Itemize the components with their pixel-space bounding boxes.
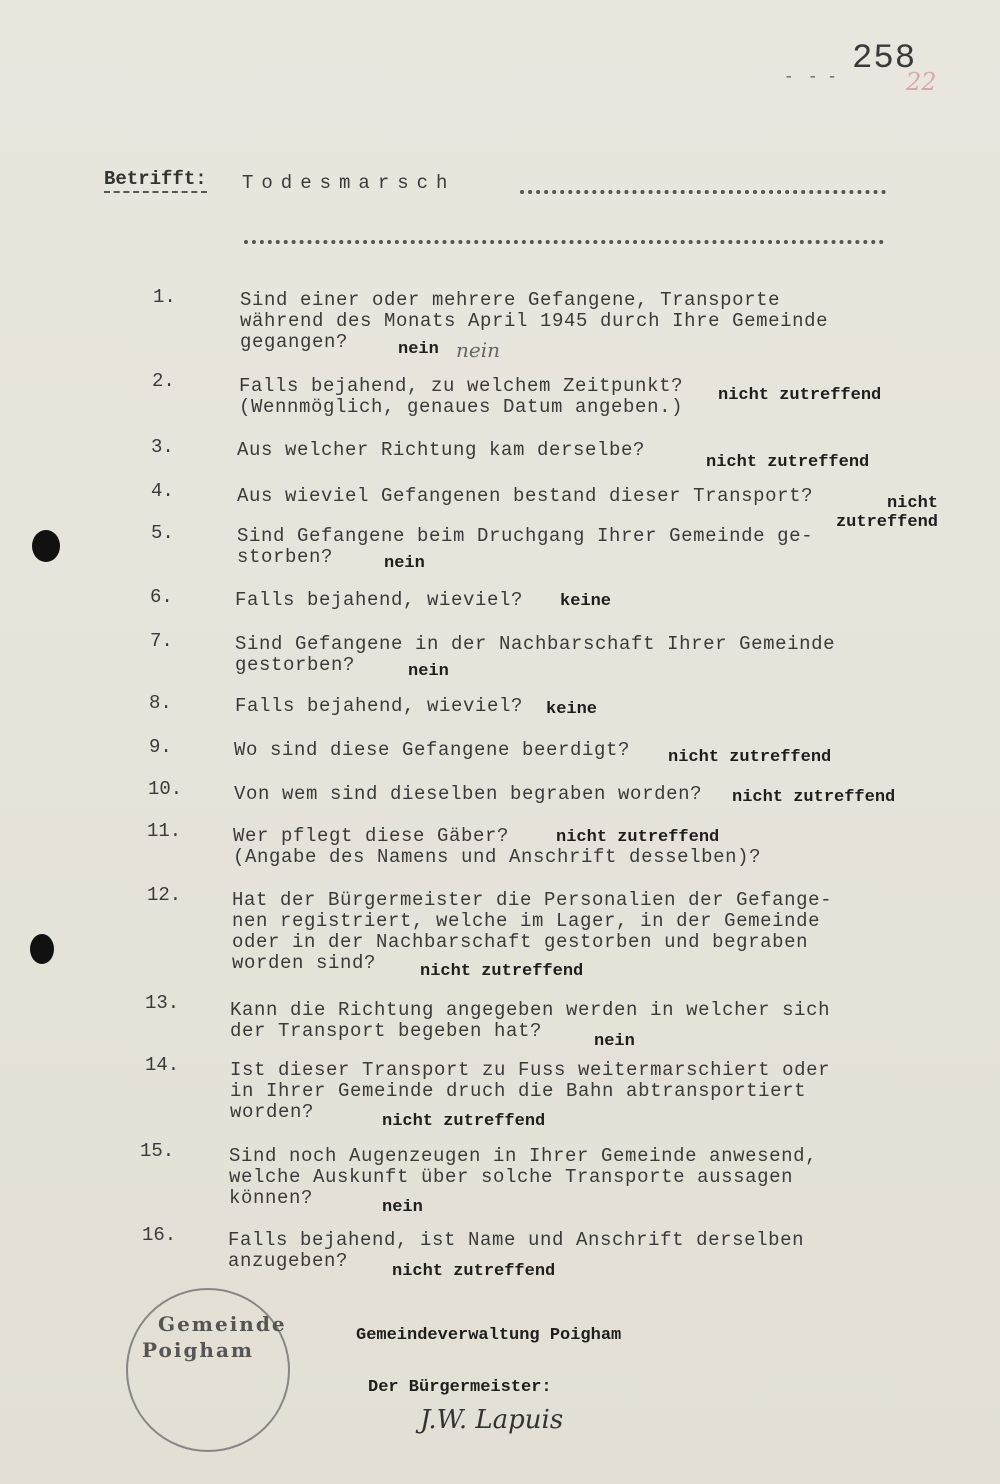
question-text: Aus wieviel Gefangenen bestand dieser Transport? [237, 485, 814, 507]
answer-text: keine [560, 592, 612, 611]
office-name: Gemeindeverwaltung Poigham [356, 1326, 622, 1345]
answer-text: nicht zutreffend [392, 1262, 556, 1281]
subject-label: Betrifft: [104, 168, 207, 193]
question-text: Von wem sind dieselben begraben worden? [234, 783, 703, 805]
question-number: 8. [149, 692, 172, 714]
answer-text: nein [408, 662, 449, 681]
answer-text: nicht zutreffend [420, 962, 584, 981]
question-number: 7. [150, 630, 173, 652]
answer-text: nein [398, 340, 439, 359]
question-number: 16. [142, 1224, 177, 1246]
dotted-line [520, 190, 886, 194]
question-number: 13. [145, 992, 180, 1014]
question-text: Wer pflegt diese Gäber? (Angabe des Namens und Anschrift desselben)? [233, 825, 762, 868]
question-text: Kann die Richtung angegeben werden in welcher sich der Transport begeben hat? [230, 999, 831, 1042]
question-text: Hat der Bürgermeister die Personalien der Gefange- nen registriert, welche im Lager, in der Gemeinde oder in der Nachbarschaft gestorben und begraben worden sind? [232, 889, 833, 974]
question-text: Ist dieser Transport zu Fuss weitermarschiert oder in Ihrer Gemeinde druch die Bahn abtransportiert worden? [230, 1059, 831, 1123]
question-text: Sind einer oder mehrere Gefangene, Transporte während des Monats April 1945 durch Ihre Gemeinde gegangen? [240, 289, 829, 353]
page-number-handwritten: 22 [906, 68, 937, 96]
stamp-text-line1: Gemeinde [158, 1312, 287, 1336]
margin-dash: - - [808, 68, 837, 86]
handwritten-answer: nein [456, 338, 500, 362]
question-number: 1. [153, 286, 176, 308]
answer-text: keine [546, 700, 598, 719]
answer-text: nein [382, 1198, 423, 1217]
dotted-line [244, 240, 884, 244]
margin-dash: - [784, 68, 794, 86]
stamp-text-line2: Poigham [142, 1338, 255, 1362]
answer-text: nein [384, 554, 425, 573]
answer-text: nicht zutreffend [732, 788, 896, 807]
question-number: 5. [151, 522, 174, 544]
question-text: Falls bejahend, zu welchem Zeitpunkt? (Wennmöglich, genaues Datum angeben.) [239, 375, 684, 418]
answer-text: nicht zutreffend [718, 386, 882, 405]
answer-text: nicht zutreffend [835, 494, 938, 532]
question-number: 9. [149, 736, 172, 758]
mayor-signature: J.W. Lapuis [420, 1405, 564, 1435]
subject-text: Todesmarsch [242, 172, 456, 194]
question-number: 4. [151, 480, 174, 502]
punch-hole [30, 934, 54, 964]
question-text: Falls bejahend, wieviel? [235, 589, 524, 611]
question-text: Wo sind diese Gefangene beerdigt? [234, 739, 631, 761]
question-text: Aus welcher Richtung kam derselbe? [237, 439, 646, 461]
question-text: Sind Gefangene in der Nachbarschaft Ihrer Gemeinde gestorben? [235, 633, 836, 676]
answer-text: nicht zutreffend [382, 1112, 546, 1131]
punch-hole [32, 530, 60, 562]
question-number: 11. [147, 820, 182, 842]
question-number: 10. [148, 778, 183, 800]
question-number: 12. [147, 884, 182, 906]
question-text: Falls bejahend, wieviel? [235, 695, 524, 717]
mayor-title: Der Bürgermeister: [368, 1378, 552, 1397]
answer-text: nein [594, 1032, 635, 1051]
page-number: 258 [852, 40, 917, 78]
question-number: 14. [145, 1054, 180, 1076]
question-number: 3. [151, 436, 174, 458]
question-text: Falls bejahend, ist Name und Anschrift derselben anzugeben? [228, 1229, 805, 1272]
answer-text: nicht zutreffend [668, 748, 832, 767]
answer-text: nicht zutreffend [556, 828, 720, 847]
question-number: 2. [152, 370, 175, 392]
question-number: 15. [140, 1140, 175, 1162]
question-text: Sind noch Augenzeugen in Ihrer Gemeinde anwesend, welche Auskunft über solche Transporte aussagen können? [229, 1145, 818, 1209]
answer-text: nicht zutreffend [706, 453, 870, 472]
question-text: Sind Gefangene beim Druchgang Ihrer Gemeinde ge- storben? [237, 525, 814, 568]
question-number: 6. [150, 586, 173, 608]
